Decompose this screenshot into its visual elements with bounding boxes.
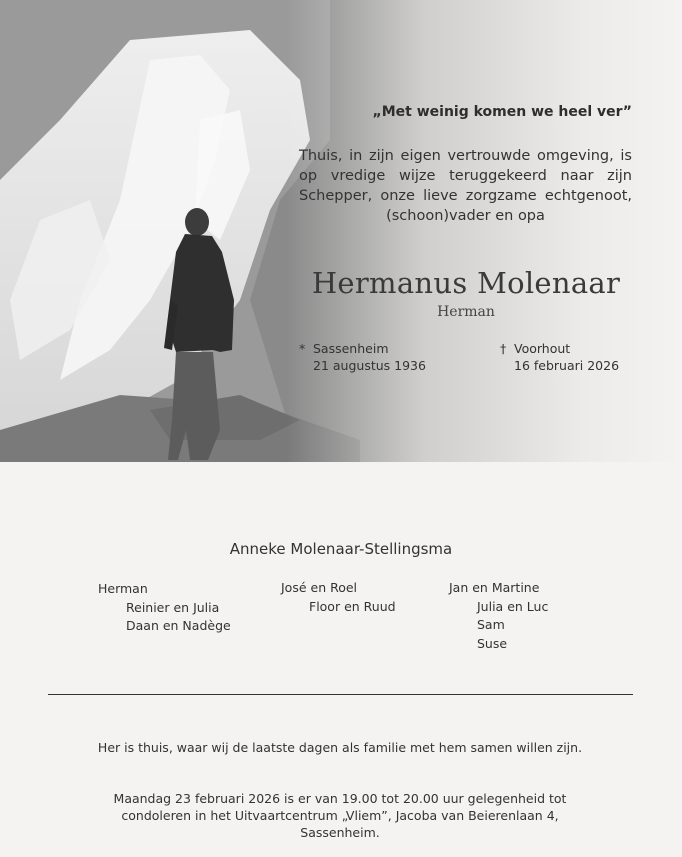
motto: „Met weinig komen we heel ver”	[372, 104, 632, 120]
birth-place: Sassenheim	[313, 341, 389, 356]
family-group-2	[281, 579, 396, 616]
family-child: Suse	[477, 635, 508, 651]
birth-symbol: *	[299, 341, 306, 356]
family-head: Jan en Martine	[449, 580, 540, 595]
death-info	[500, 340, 620, 374]
family-head: Herman	[98, 581, 148, 596]
family-group-1	[98, 580, 231, 636]
family-child: Floor en Ruud	[309, 598, 396, 614]
deceased-nickname: Herman	[437, 304, 495, 320]
intro-text: Thuis, in zijn eigen vertrouwde omgeving, is op vredige wijze teruggekeerd naar zijn Schepper, onze lieve zorgzame echtgenoot, (schoon)vader en opa	[299, 148, 632, 224]
family-child: Julia en Luc	[477, 598, 549, 614]
family-head: José en Roel	[281, 580, 358, 595]
death-date: 16 februari 2026	[514, 358, 620, 373]
birth-date: 21 augustus 1936	[313, 358, 426, 373]
family-child: Daan en Nadège	[126, 618, 231, 633]
divider	[48, 694, 633, 695]
death-symbol: †	[500, 341, 507, 356]
deceased-name: Hermanus Molenaar	[311, 266, 621, 300]
notice-condolence: Maandag 23 februari 2026 is er van 19.00 tot 20.00 uur gelegenheid tot condoleren in het Uitvaartcentrum „Vliem”, Jacoba van Beierenlaan 4, Sassenheim.	[113, 791, 567, 840]
birth-info	[299, 340, 426, 374]
death-place: Voorhout	[514, 341, 571, 356]
family-child: Reinier en Julia	[126, 599, 220, 615]
notice-family-home: Her is thuis, waar wij de laatste dagen als familie met hem samen willen zijn.	[97, 740, 583, 755]
family-group-3	[449, 579, 548, 653]
spouse-name: Anneke Molenaar-Stellingsma	[229, 540, 453, 558]
family-child: Sam	[477, 617, 505, 632]
